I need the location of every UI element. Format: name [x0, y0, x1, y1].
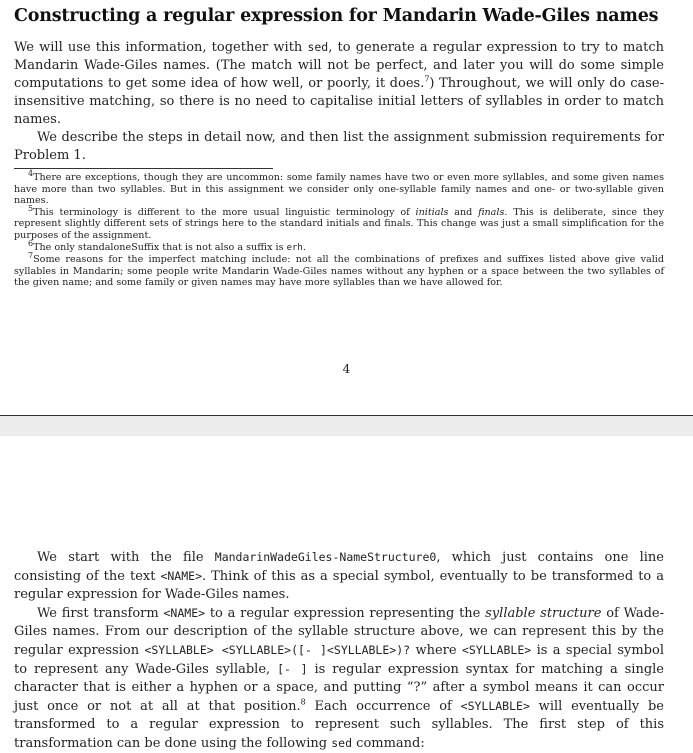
page-number: 4 — [342, 362, 351, 376]
inline-code-name-symbol: <NAME> — [160, 569, 202, 583]
footnote-4: $^4$There are exceptions, though they are uncommon: some family names have two or even more syllables, and some given names have more than two syllables. But in this assignment we consider only one-syllable family names and one- or two-syllable given names. — [14, 168, 664, 207]
syllable-section — [14, 548, 664, 753]
inline-code-filename: MandarinWadeGiles-NameStructure0 — [214, 550, 437, 564]
footnote-7: $^7$Some reasons for the imperfect matching include: not all the combinations of prefixes and suffixes listed above give valid syllables in Mandarin; some people write Mandarin Wade-Giles names without any hyphen or a space between the two syllables of the given name; and some family or given names may have more syllables than we have allowed for. — [14, 250, 664, 289]
footnotes — [14, 168, 665, 289]
footnote-5: $^5$This terminology is different to the more usual linguistic terminology of initials and finals. This is deliberate, since they represent slightly different sets of strings here to the standard initials and finals. This change was just a small simplification for the purposes of the assignment. — [14, 203, 665, 241]
footnote-ref-7[interactable]: 7 — [424, 74, 430, 84]
footnote-ref-8[interactable]: 8 — [300, 697, 306, 707]
section-heading: Constructing a regular expression for Mandarin Wade-Giles names — [14, 6, 659, 26]
paragraph-intro: We will use this information, together with sed, to generate a regular expression to try to match Mandarin Wade-Giles names. (The match will not be perfect, and later you will do some simple computations to get some idea of how well, or poorly, it does.$^7$) Throughout, we will only do case-insensitive matching, so there is no need to capitalise initial letters of syllables in order to match names. — [14, 40, 665, 127]
page-gap — [0, 416, 693, 436]
intro-section — [14, 38, 664, 165]
paragraph-syllable-structure: We first transform <NAME> to a regular expression representing the syllable structure of Wade-Giles names. From our description of the syllable structure above, we can represent this by the regular expression <SYLLABLE> <SYLLABLE>([- ]<SYLLABLE>)? where <SYLLABLE> is a special symbol to represent any Wade-Giles syllable, [- ] is regular expression syntax for matching a single character that is either a hyphen or a space, and putting “?” after a symbol means it can occur just once or not at all at that position.$^8$ Each occurrence of <SYLLABLE> will eventually be transformed to a regular expression to represent such syllables. The first step of this transformation can be done using the following sed command: — [14, 606, 665, 751]
footnote-rule — [14, 168, 273, 169]
paragraph-start-file: We start with the file MandarinWadeGiles-NameStructure0, which just contains one line consisting of the text <NAME>. Think of this as a special symbol, eventually to be transformed to a regular expression for Wade-Giles names. — [14, 550, 664, 602]
page-5 — [0, 436, 693, 752]
footnote-6: $^6$The only standaloneSuffix that is not also a suffix is erh. — [28, 238, 306, 253]
inline-code-sed: sed — [307, 40, 329, 54]
paragraph-steps: We describe the steps in detail now, and then list the assignment submission requirements for Problem 1. — [14, 130, 664, 163]
inline-code-regex: <SYLLABLE> <SYLLABLE>([- ]<SYLLABLE>)? — [144, 643, 411, 657]
